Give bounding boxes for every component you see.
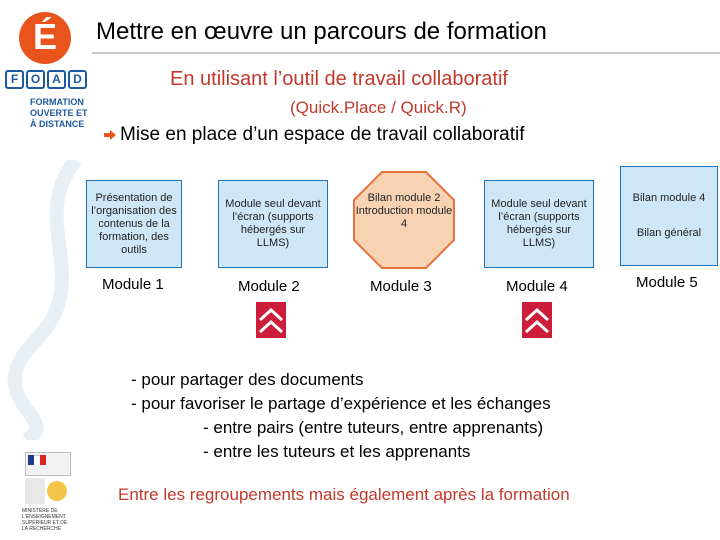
foad-logo [5, 70, 89, 92]
foad-letter: D [68, 70, 87, 89]
e-logo-letter: É [32, 16, 57, 57]
page-title: Mettre en œuvre un parcours de formation [96, 18, 547, 45]
foad-letter: A [47, 70, 66, 89]
module-label: Module 2 [238, 278, 300, 295]
module-box-text: Bilan général [636, 227, 702, 239]
sidebar [0, 0, 92, 540]
foad-letter: O [26, 70, 45, 89]
bullet-text: Mise en place d’un espace de travail collaboratif [120, 124, 525, 145]
partner-logos-icon [25, 478, 69, 504]
module-label: Module 1 [102, 276, 164, 293]
module-4-box [484, 180, 594, 268]
ministry-text: MINISTÈRE DE L'ENSEIGNEMENT SUPÉRIEUR ET DE LA RECHERCHE [22, 508, 68, 532]
list-item: - entre pairs (entre tuteurs, entre apprenants) [203, 418, 544, 437]
footer-note: Entre les regroupements mais également après la formation [118, 485, 570, 504]
foad-letter: F [5, 70, 24, 89]
module-label: Module 4 [506, 278, 568, 295]
module-1-box [86, 180, 182, 268]
people-icon [256, 302, 286, 338]
module-box-text: Bilan module 2 Introduction module 4 [355, 192, 453, 230]
module-box-text: Module seul devant l’écran (supports hébergés sur LLMS) [491, 198, 587, 249]
list-item: - pour favoriser le partage d’expérience et les échanges [131, 394, 551, 413]
subtitle-tools: (Quick.Place / Quick.R) [290, 98, 467, 117]
arrow-right-icon [104, 130, 116, 140]
module-box-text: Bilan module 4 [632, 192, 706, 204]
module-box-text: Module seul devant l’écran (supports hébergés sur LLMS) [225, 198, 321, 249]
module-label: Module 5 [636, 274, 698, 291]
foad-caption: FORMATION OUVERTE ET À DISTANCE [30, 97, 88, 129]
module-5-box [620, 166, 718, 266]
module-box-text: Présentation de l’organisation des contenus de la formation, des outils [91, 191, 177, 256]
people-icon [522, 302, 552, 338]
list-item: - pour partager des documents [131, 370, 364, 389]
module-2-box [218, 180, 328, 268]
subtitle: En utilisant l’outil de travail collaboratif [170, 68, 508, 90]
title-divider [92, 52, 720, 54]
e-logo [19, 12, 71, 64]
decorative-swirl [6, 160, 86, 440]
module-label: Module 3 [370, 278, 432, 295]
republique-francaise-logo [25, 452, 71, 476]
list-item: - entre les tuteurs et les apprenants [203, 442, 471, 461]
purpose-list [131, 368, 551, 464]
